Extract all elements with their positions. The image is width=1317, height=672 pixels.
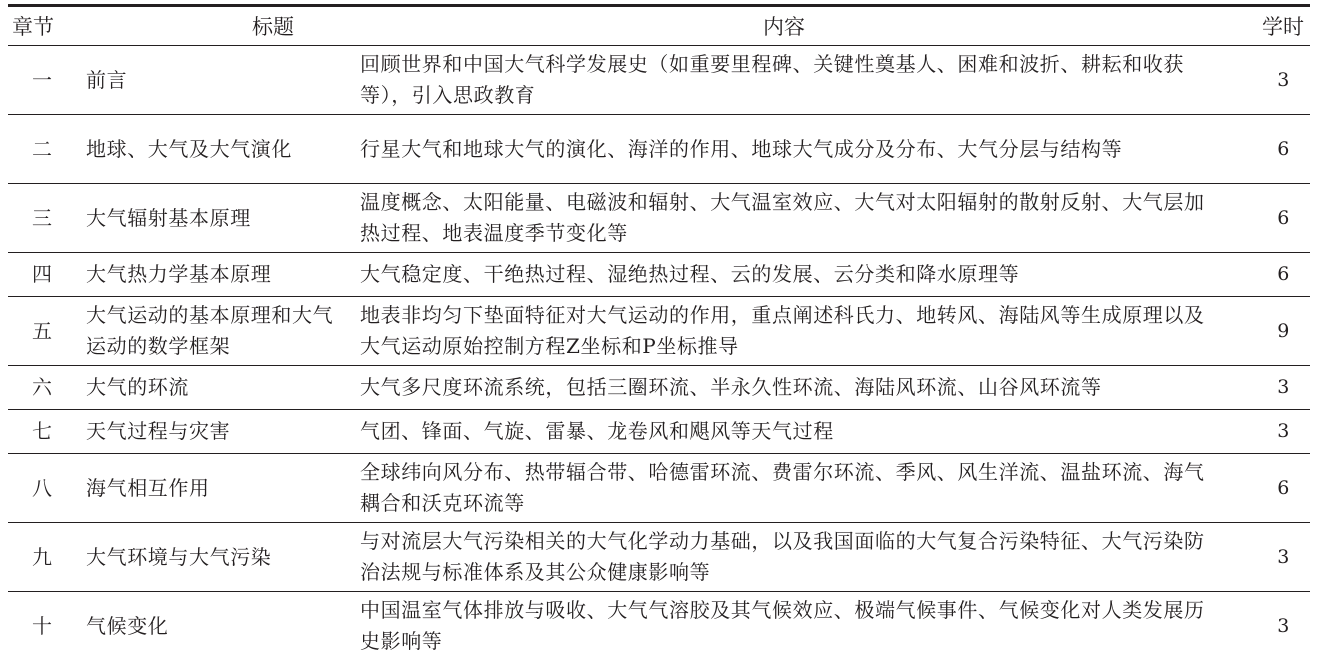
chapter-cell: 三 bbox=[32, 205, 53, 230]
table-row bbox=[8, 184, 1310, 253]
table-row bbox=[8, 592, 1310, 661]
column-header-title: 标题 bbox=[252, 15, 294, 39]
table-row bbox=[8, 366, 1310, 410]
chapter-cell: 八 bbox=[32, 475, 53, 500]
hours-cell: 9 bbox=[1277, 319, 1290, 342]
table-row bbox=[8, 115, 1310, 184]
content-cell: 气团、锋面、气旋、雷暴、龙卷风和飓风等天气过程 bbox=[360, 419, 834, 443]
chapter-cell: 十 bbox=[32, 613, 53, 638]
column-header-chapter: 章节 bbox=[12, 15, 54, 39]
column-header-hours: 学时 bbox=[1262, 15, 1304, 39]
hours-cell: 3 bbox=[1277, 545, 1290, 568]
hours-cell: 3 bbox=[1277, 420, 1290, 442]
table-row bbox=[8, 410, 1310, 454]
chapter-cell: 五 bbox=[32, 318, 53, 343]
hours-cell: 6 bbox=[1277, 263, 1290, 285]
title-cell: 气候变化 bbox=[86, 613, 169, 638]
hours-cell: 6 bbox=[1277, 137, 1290, 160]
title-cell: 天气过程与灾害 bbox=[86, 419, 231, 443]
title-cell: 大气的环流 bbox=[86, 375, 189, 399]
table-row bbox=[8, 46, 1310, 115]
course-schedule-table bbox=[8, 4, 1310, 661]
hours-cell: 6 bbox=[1277, 206, 1290, 229]
table-row bbox=[8, 454, 1310, 523]
content-cell: 大气稳定度、干绝热过程、湿绝热过程、云的发展、云分类和降水原理等 bbox=[360, 262, 1020, 286]
content-cell: 回顾世界和中国大气科学发展史（如重要里程碑、关键性奠基人、困难和波折、耕耘和收获等），引入思政教育 bbox=[360, 52, 1184, 107]
table-row bbox=[8, 523, 1310, 592]
table-row bbox=[8, 253, 1310, 297]
hours-cell: 3 bbox=[1277, 376, 1290, 398]
content-cell: 温度概念、太阳能量、电磁波和辐射、大气温室效应、大气对太阳辐射的散射反射、大气层加热过程、地表温度季节变化等 bbox=[360, 190, 1205, 245]
chapter-cell: 一 bbox=[32, 67, 53, 92]
content-cell: 中国温室气体排放与吸收、大气气溶胶及其气候效应、极端气候事件、气候变化对人类发展历史影响等 bbox=[360, 598, 1205, 654]
title-cell: 前言 bbox=[86, 67, 128, 92]
column-header-content: 内容 bbox=[763, 15, 805, 39]
content-cell: 全球纬向风分布、热带辐合带、哈德雷环流、费雷尔环流、季风、风生洋流、温盐环流、海气耦合和沃克环流等 bbox=[360, 460, 1205, 515]
chapter-cell: 四 bbox=[32, 262, 53, 286]
title-cell: 大气辐射基本原理 bbox=[86, 205, 251, 230]
content-cell: 地表非均匀下垫面特征对大气运动的作用，重点阐述科氏力、地转风、海陆风等生成原理以及大气运动原始控制方程Z坐标和P坐标推导 bbox=[360, 303, 1205, 358]
title-cell: 海气相互作用 bbox=[86, 475, 210, 500]
hours-cell: 6 bbox=[1277, 476, 1290, 499]
chapter-cell: 二 bbox=[32, 136, 53, 161]
data-table bbox=[8, 4, 1310, 661]
table-row bbox=[8, 297, 1310, 366]
table-header-row bbox=[8, 6, 1310, 46]
title-cell: 地球、大气及大气演化 bbox=[86, 136, 292, 161]
hours-cell: 3 bbox=[1277, 68, 1290, 91]
title-cell: 大气热力学基本原理 bbox=[86, 262, 272, 286]
chapter-cell: 六 bbox=[32, 375, 53, 399]
title-cell: 大气环境与大气污染 bbox=[86, 544, 272, 569]
chapter-cell: 九 bbox=[32, 544, 53, 569]
content-cell: 大气多尺度环流系统，包括三圈环流、半永久性环流、海陆风环流、山谷风环流等 bbox=[360, 375, 1102, 399]
content-cell: 与对流层大气污染相关的大气化学动力基础，以及我国面临的大气复合污染特征、大气污染防治法规与标准体系及其公众健康影响等 bbox=[360, 529, 1205, 584]
title-cell: 大气运动的基本原理和大气运动的数学框架 bbox=[86, 303, 334, 358]
content-cell: 行星大气和地球大气的演化、海洋的作用、地球大气成分及分布、大气分层与结构等 bbox=[360, 136, 1123, 161]
chapter-cell: 七 bbox=[32, 419, 53, 443]
hours-cell: 3 bbox=[1277, 614, 1290, 637]
